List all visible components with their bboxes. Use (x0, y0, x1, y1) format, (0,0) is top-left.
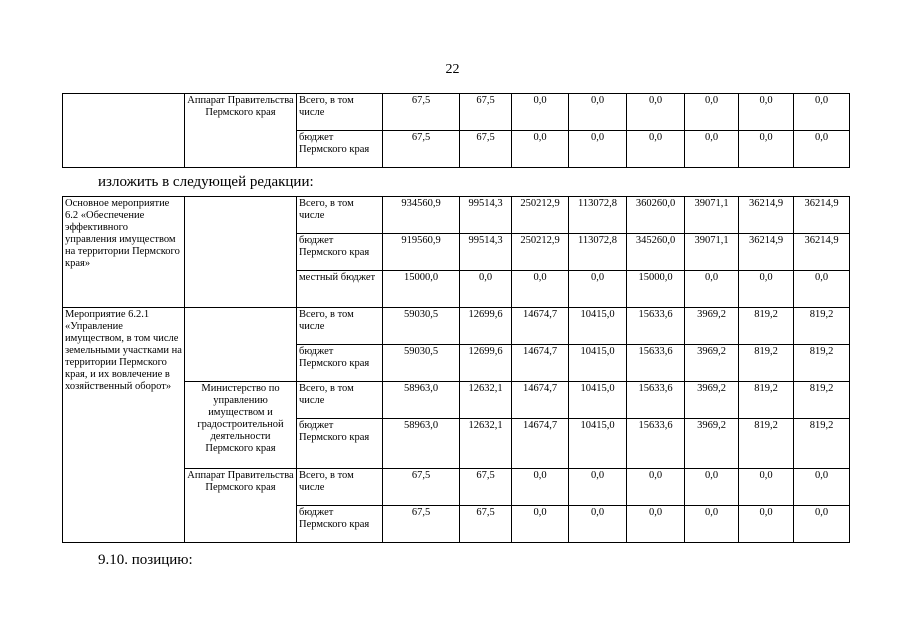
value-cell: 10415,0 (569, 382, 627, 419)
source-cell: бюджет Пермского края (297, 506, 383, 543)
value-cell: 58963,0 (383, 419, 460, 469)
value-cell: 0,0 (794, 271, 850, 308)
event-cell (63, 94, 185, 168)
table-row (63, 94, 850, 131)
value-cell: 0,0 (512, 271, 569, 308)
value-cell: 0,0 (739, 469, 794, 506)
value-cell: 15000,0 (383, 271, 460, 308)
value-cell: 15633,6 (627, 419, 685, 469)
value-cell: 3969,2 (685, 308, 739, 345)
executor-cell: Аппарат Правительства Пермского края (185, 94, 297, 168)
value-cell: 0,0 (794, 506, 850, 543)
source-cell: Всего, в том числе (297, 382, 383, 419)
value-cell: 39071,1 (685, 234, 739, 271)
value-cell: 3969,2 (685, 345, 739, 382)
value-cell: 58963,0 (383, 382, 460, 419)
source-cell: Всего, в том числе (297, 469, 383, 506)
value-cell: 67,5 (383, 131, 460, 168)
event-cell: Основное мероприятие 6.2 «Обеспечение эффективного управления имуществом на территории Пермского края» (63, 197, 185, 308)
value-cell: 0,0 (627, 94, 685, 131)
value-cell: 819,2 (739, 345, 794, 382)
value-cell: 15633,6 (627, 308, 685, 345)
source-cell: Всего, в том числе (297, 308, 383, 345)
value-cell: 12699,6 (460, 345, 512, 382)
page-number: 22 (445, 62, 460, 77)
value-cell: 919560,9 (383, 234, 460, 271)
value-cell: 36214,9 (794, 234, 850, 271)
value-cell: 113072,8 (569, 234, 627, 271)
value-cell: 0,0 (627, 131, 685, 168)
value-cell: 819,2 (794, 419, 850, 469)
value-cell: 10415,0 (569, 308, 627, 345)
value-cell: 819,2 (794, 382, 850, 419)
value-cell: 934560,9 (383, 197, 460, 234)
executor-cell: Аппарат Правительства Пермского края (185, 469, 297, 543)
value-cell: 0,0 (685, 94, 739, 131)
value-cell: 819,2 (739, 419, 794, 469)
source-cell: бюджет Пермского края (297, 345, 383, 382)
executor-cell (185, 308, 297, 382)
value-cell: 113072,8 (569, 197, 627, 234)
value-cell: 0,0 (739, 131, 794, 168)
value-cell: 67,5 (460, 131, 512, 168)
value-cell: 3969,2 (685, 382, 739, 419)
value-cell: 0,0 (569, 469, 627, 506)
value-cell: 250212,9 (512, 234, 569, 271)
value-cell: 12699,6 (460, 308, 512, 345)
value-cell: 0,0 (569, 94, 627, 131)
value-cell: 59030,5 (383, 345, 460, 382)
value-cell: 819,2 (794, 308, 850, 345)
value-cell: 14674,7 (512, 419, 569, 469)
statement-new-edition: изложить в следующей редакции: (98, 174, 314, 190)
source-cell: местный бюджет (297, 271, 383, 308)
value-cell: 67,5 (460, 469, 512, 506)
value-cell: 0,0 (512, 506, 569, 543)
value-cell: 0,0 (460, 271, 512, 308)
value-cell: 14674,7 (512, 308, 569, 345)
event-cell: Мероприятие 6.2.1 «Управление имуществом, в том числе земельными участками на территории Пермского края, и их вовлечение в хозяйственный оборот» (63, 308, 185, 543)
value-cell: 0,0 (739, 271, 794, 308)
source-cell: Всего, в том числе (297, 94, 383, 131)
value-cell: 0,0 (685, 131, 739, 168)
source-cell: бюджет Пермского края (297, 234, 383, 271)
value-cell: 67,5 (383, 94, 460, 131)
value-cell: 12632,1 (460, 382, 512, 419)
value-cell: 0,0 (512, 469, 569, 506)
value-cell: 15000,0 (627, 271, 685, 308)
value-cell: 36214,9 (794, 197, 850, 234)
value-cell: 0,0 (685, 469, 739, 506)
statement-position: 9.10. позицию: (98, 552, 193, 568)
value-cell: 0,0 (627, 469, 685, 506)
value-cell: 0,0 (739, 94, 794, 131)
value-cell: 0,0 (794, 469, 850, 506)
value-cell: 67,5 (383, 469, 460, 506)
value-cell: 36214,9 (739, 234, 794, 271)
table-row (63, 308, 850, 345)
value-cell: 59030,5 (383, 308, 460, 345)
value-cell: 0,0 (569, 506, 627, 543)
value-cell: 67,5 (383, 506, 460, 543)
executor-cell: Министерство по управлению имуществом и градостроительной деятельности Пермского края (185, 382, 297, 469)
value-cell: 99514,3 (460, 197, 512, 234)
value-cell: 819,2 (794, 345, 850, 382)
value-cell: 345260,0 (627, 234, 685, 271)
value-cell: 10415,0 (569, 345, 627, 382)
value-cell: 0,0 (794, 94, 850, 131)
value-cell: 0,0 (627, 506, 685, 543)
value-cell: 819,2 (739, 382, 794, 419)
value-cell: 12632,1 (460, 419, 512, 469)
value-cell: 10415,0 (569, 419, 627, 469)
value-cell: 15633,6 (627, 382, 685, 419)
value-cell: 67,5 (460, 94, 512, 131)
value-cell: 0,0 (685, 271, 739, 308)
value-cell: 0,0 (512, 94, 569, 131)
financing-table-new (62, 196, 850, 543)
value-cell: 39071,1 (685, 197, 739, 234)
value-cell: 15633,6 (627, 345, 685, 382)
value-cell: 99514,3 (460, 234, 512, 271)
executor-cell (185, 197, 297, 308)
value-cell: 250212,9 (512, 197, 569, 234)
value-cell: 0,0 (512, 131, 569, 168)
source-cell: бюджет Пермского края (297, 419, 383, 469)
value-cell: 0,0 (569, 271, 627, 308)
value-cell: 819,2 (739, 308, 794, 345)
value-cell: 0,0 (685, 506, 739, 543)
source-cell: Всего, в том числе (297, 197, 383, 234)
value-cell: 0,0 (569, 131, 627, 168)
value-cell: 360260,0 (627, 197, 685, 234)
value-cell: 14674,7 (512, 382, 569, 419)
table-row (63, 197, 850, 234)
value-cell: 3969,2 (685, 419, 739, 469)
value-cell: 0,0 (794, 131, 850, 168)
value-cell: 36214,9 (739, 197, 794, 234)
source-cell: бюджет Пермского края (297, 131, 383, 168)
financing-table-previous (62, 93, 850, 168)
value-cell: 0,0 (739, 506, 794, 543)
value-cell: 67,5 (460, 506, 512, 543)
value-cell: 14674,7 (512, 345, 569, 382)
